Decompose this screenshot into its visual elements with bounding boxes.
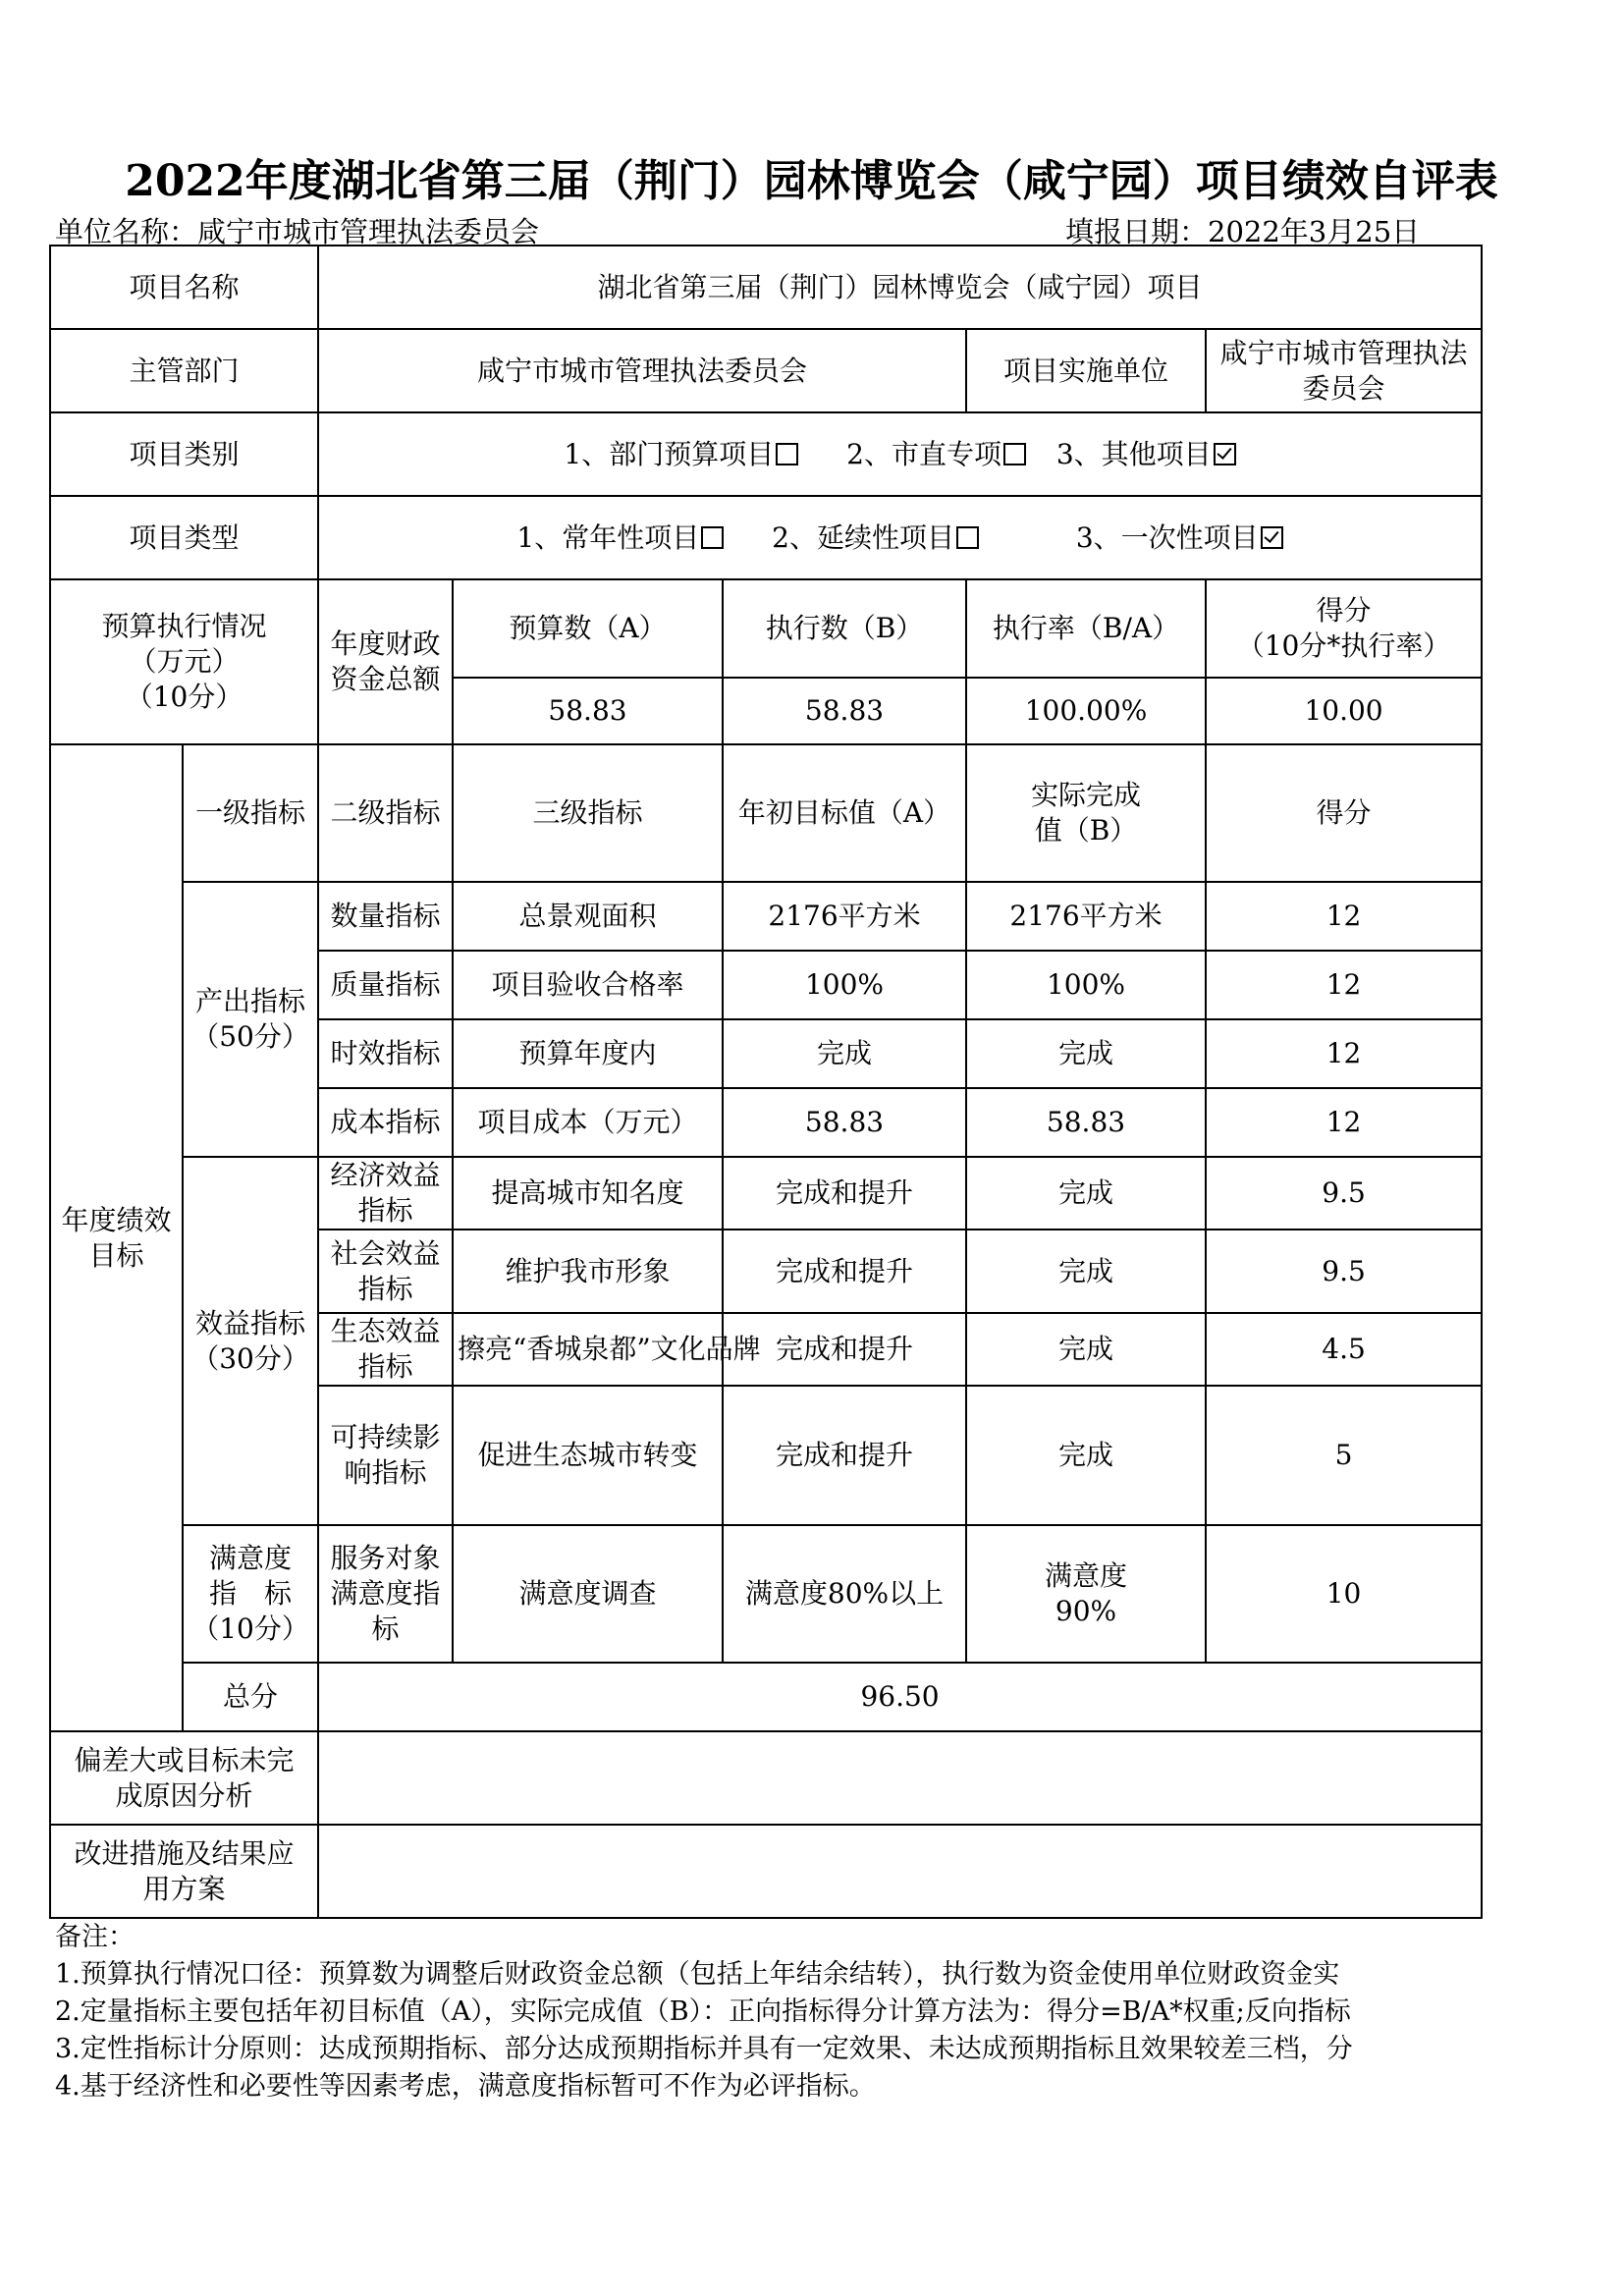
table-row-level3: 项目验收合格率 [453,951,723,1019]
header-level2: 二级指标 [318,744,453,882]
table-row-level3: 维护我市形象 [453,1230,723,1313]
improvement-value [318,1825,1482,1918]
table-row-level3: 项目成本（万元） [453,1088,723,1157]
budget-a-value: 58.83 [453,678,723,744]
table-row-actual: 完成 [966,1157,1206,1230]
perf-section-label: 年度绩效 目标 [50,744,183,1731]
table-row-level3: 促进生态城市转变 [453,1386,723,1525]
table-row-actual: 完成 [966,1313,1206,1386]
type-option: 3、一次性项目 [1076,520,1283,556]
header-actual: 实际完成 值（B） [966,744,1206,882]
budget-b-value: 58.83 [723,678,966,744]
checkbox-unchecked-icon [776,443,798,465]
table-row-actual: 2176平方米 [966,882,1206,951]
dept-label: 主管部门 [50,329,318,412]
deviation-value [318,1731,1482,1825]
satisfaction-target: 满意度80%以上 [723,1525,966,1663]
total-value: 96.50 [318,1663,1482,1731]
project-name-label: 项目名称 [50,246,318,329]
table-row-score: 12 [1206,951,1482,1019]
type-option: 1、常年性项目 [516,520,724,556]
table-row-target: 完成 [723,1019,966,1088]
category-option: 2、市直专项 [846,437,1026,472]
table-row-level3: 预算年度内 [453,1019,723,1088]
fill-date: 填报日期：2022年3月25日 [1065,215,1421,248]
table-row-target: 58.83 [723,1088,966,1157]
type-label: 项目类型 [50,496,318,579]
table-row-score: 12 [1206,1088,1482,1157]
output-label: 产出指标 （50分） [183,882,318,1157]
benefit-label: 效益指标 （30分） [183,1157,318,1525]
table-row-score: 5 [1206,1386,1482,1525]
unit-name: 单位名称：咸宁市城市管理执法委员会 [55,215,540,248]
total-label: 总分 [183,1663,318,1731]
table-row-score: 4.5 [1206,1313,1482,1386]
note-line: 4.基于经济性和必要性等因素考虑，满意度指标暂可不作为必评指标。 [55,2071,876,2102]
table-row-score: 12 [1206,882,1482,951]
table-row-level2: 社会效益指标 [318,1230,453,1313]
page-title: 2022年度湖北省第三届（荆门）园林博览会（咸宁园）项目绩效自评表 [125,156,1498,206]
note-line: 3.定性指标计分原则：达成预期指标、部分达成预期指标并具有一定效果、未达成预期指标且效果较差三档，分 [55,2034,1353,2064]
checkbox-checked-icon [1214,443,1236,465]
table-row-score: 9.5 [1206,1157,1482,1230]
dept-value: 咸宁市城市管理执法委员会 [318,329,966,412]
note-line: 2.定量指标主要包括年初目标值（A），实际完成值（B）：正向指标得分计算方法为：得分=B/A*权重;反向指标 [55,1996,1351,2027]
evaluation-table [49,245,1483,1919]
table-row-actual: 完成 [966,1386,1206,1525]
satisfaction-actual: 满意度 90% [966,1525,1206,1663]
category-label: 项目类别 [50,412,318,496]
table-row-target: 完成和提升 [723,1313,966,1386]
table-row-level2: 成本指标 [318,1088,453,1157]
project-name-value: 湖北省第三届（荆门）园林博览会（咸宁园）项目 [318,246,1482,329]
note-line: 备注： [55,1922,135,1952]
table-row-level2: 质量指标 [318,951,453,1019]
table-row-level3: 总景观面积 [453,882,723,951]
impl-unit-value: 咸宁市城市管理执法委员会 [1206,329,1482,412]
table-row-level2: 时效指标 [318,1019,453,1088]
checkbox-unchecked-icon [701,526,724,549]
impl-unit-label: 项目实施单位 [966,329,1206,412]
table-row-target: 完成和提升 [723,1230,966,1313]
budget-total-label: 年度财政 资金总额 [318,579,453,744]
budget-col-score: 得分 （10分*执行率） [1206,579,1482,678]
satisfaction-level2: 服务对象 满意度指标 [318,1525,453,1663]
table-row-level3: 提高城市知名度 [453,1157,723,1230]
notes [55,1920,1353,2106]
table-row-target: 2176平方米 [723,882,966,951]
table-row-target: 完成和提升 [723,1386,966,1525]
header-level3: 三级指标 [453,744,723,882]
header-level1: 一级指标 [183,744,318,882]
table-row-level2: 生态效益指标 [318,1313,453,1386]
deviation-label: 偏差大或目标未完 成原因分析 [50,1731,318,1825]
category-option: 3、其他项目 [1056,437,1236,472]
table-row-score: 9.5 [1206,1230,1482,1313]
budget-col-a: 预算数（A） [453,579,723,678]
header-score: 得分 [1206,744,1482,882]
table-row-target: 完成和提升 [723,1157,966,1230]
category-option: 1、部门预算项目 [564,437,798,472]
budget-col-rate: 执行率（B/A） [966,579,1206,678]
checkbox-unchecked-icon [1003,443,1026,465]
table-row-level2: 可持续影响指标 [318,1386,453,1525]
table-row-actual: 完成 [966,1019,1206,1088]
budget-label: 预算执行情况 （万元） （10分） [50,579,318,744]
note-line: 1.预算执行情况口径：预算数为调整后财政资金总额（包括上年结余结转），执行数为资金使用单位财政资金实 [55,1959,1340,1990]
budget-col-b: 执行数（B） [723,579,966,678]
budget-score-value: 10.00 [1206,678,1482,744]
checkbox-unchecked-icon [956,526,979,549]
header-target: 年初目标值（A） [723,744,966,882]
satisfaction-score: 10 [1206,1525,1482,1663]
table-row-actual: 100% [966,951,1206,1019]
table-row-actual: 完成 [966,1230,1206,1313]
type-option: 2、延续性项目 [772,520,979,556]
table-row-score: 12 [1206,1019,1482,1088]
improvement-label: 改进措施及结果应 用方案 [50,1825,318,1918]
table-row-actual: 58.83 [966,1088,1206,1157]
type-options [318,496,1482,579]
budget-rate-value: 100.00% [966,678,1206,744]
checkbox-checked-icon [1261,526,1283,549]
satisfaction-label: 满意度 指 标 （10分） [183,1525,318,1663]
table-row-level2: 数量指标 [318,882,453,951]
table-row-level2: 经济效益指标 [318,1157,453,1230]
category-options [318,412,1482,496]
table-row-level3: 擦亮“香城泉都”文化品牌 [453,1313,723,1386]
table-row-target: 100% [723,951,966,1019]
satisfaction-level3: 满意度调查 [453,1525,723,1663]
